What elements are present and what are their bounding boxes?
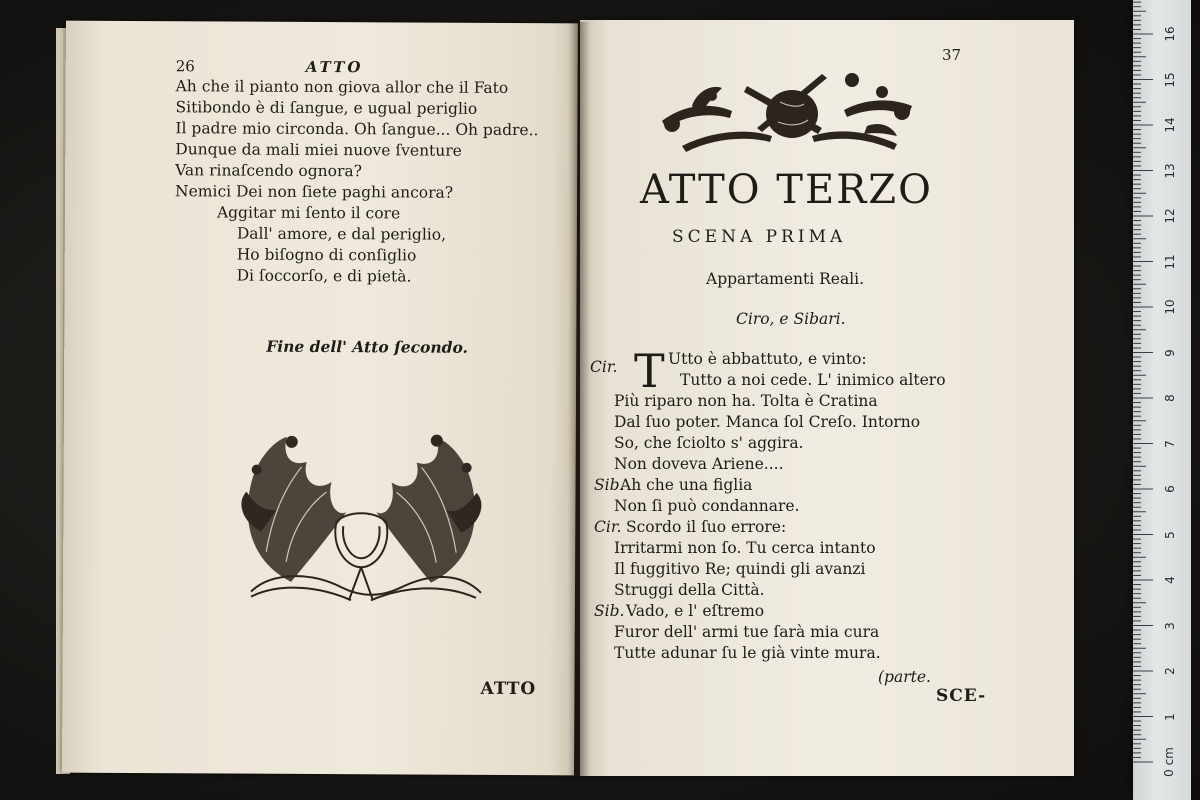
ruler-label: 0 cm [1162,747,1176,777]
ruler-label: 2 [1163,667,1177,675]
ruler-label: 1 [1163,712,1177,721]
verse-line: Ah che il pianto non giova allor che il Fato [175,77,509,97]
ruler-label: 7 [1163,439,1177,448]
dialogue-line: Dal ſuo poter. Manca ſol Creſo. Intorno [614,413,921,431]
verse-line: Di ſoccorſo, e di pietà. [236,266,412,286]
right-page [580,20,1074,776]
ruler-label: 6 [1163,485,1177,493]
ruler-label: 3 [1163,621,1177,630]
ruler-label: 4 [1163,576,1177,584]
speaker-label: Cir. [590,358,618,376]
verse-line: Aggitar mi ſento il core [216,203,401,223]
scene-heading: SCENA PRIMA [672,227,847,247]
scene-setting: Appartamenti Reali. [706,270,865,288]
catchword: SCE- [936,686,987,706]
ruler-label: 10 [1163,299,1177,315]
ruler-label: 14 [1163,117,1177,133]
dialogue-line: Non ſi può condannare. [614,497,800,515]
speaker-label: Sib. [594,476,625,494]
dialogue-line: Tutte adunar ſu le già vinte mura. [614,644,881,662]
ruler-label: 16 [1163,26,1177,42]
verse-line: Il padre mio circonda. Oh ſangue... Oh padre.. [175,119,539,140]
book-gutter [568,22,590,776]
ruler-label: 9 [1163,348,1177,357]
dialogue-line: Più riparo non ha. Tolta è Cratina [614,392,878,410]
verse-line: Dunque da mali miei nuove ſventure [175,140,462,160]
verse-line: Van rinaſcendo ognora? [175,161,363,181]
end-of-act-note: Fine dell' Atto ſecondo. [266,336,469,357]
floral-ornament [231,422,492,613]
verse-line: Dall' amore, e dal periglio, [236,224,447,244]
catchword: ATTO [480,678,537,700]
dialogue-line: Scordo il ſuo errore: [626,518,787,536]
dialogue-line: So, che ſciolto s' aggira. [614,434,804,452]
verse-line: Sitibondo è di ſangue, e ugual periglio [175,98,478,118]
drop-cap: T [634,344,665,398]
speaker-label: Cir. [594,518,622,536]
dialogue-line: Struggi della Città. [614,581,765,599]
stage-direction: (parte. [878,668,931,686]
ruler-label: 13 [1163,162,1177,179]
ruler-label: 5 [1163,530,1177,539]
page-number: 26 [175,57,195,76]
speaker-label: Sib. [594,602,625,620]
trophy-ornament [652,66,922,156]
dialogue-line: Furor dell' armi tue ſarà mia cura [614,623,880,641]
ruler-label: 12 [1163,208,1177,224]
verse-line: Ho biſogno di conſiglio [236,245,417,265]
verse-line: Nemici Dei non ſiete paghi ancora? [175,182,454,202]
ruler-label: 8 [1163,394,1177,402]
ruler-ticks [1133,0,1191,800]
dialogue-line: Vado, e l' eſtremo [626,602,765,620]
ruler-label: 15 [1163,71,1177,88]
left-page [62,21,578,776]
scene-characters: Ciro, e Sibari. [736,310,846,328]
act-title: ATTO TERZO [640,167,933,213]
page-number: 37 [942,46,962,64]
dialogue-line: Tutto a noi cede. L' inimico altero [680,371,946,389]
dialogue-line: Ah che una figlia [620,476,753,494]
running-head: ATTO [305,57,364,77]
dialogue-line: Il fuggitivo Re; quindi gli avanzi [614,560,866,578]
dialogue-line: Irritarmi non ſo. Tu cerca intanto [614,539,876,557]
dialogue-line: Non doveva Ariene.... [614,455,784,473]
dialogue-line: Utto è abbattuto, e vinto: [668,350,867,368]
ruler-label: 11 [1163,253,1177,270]
